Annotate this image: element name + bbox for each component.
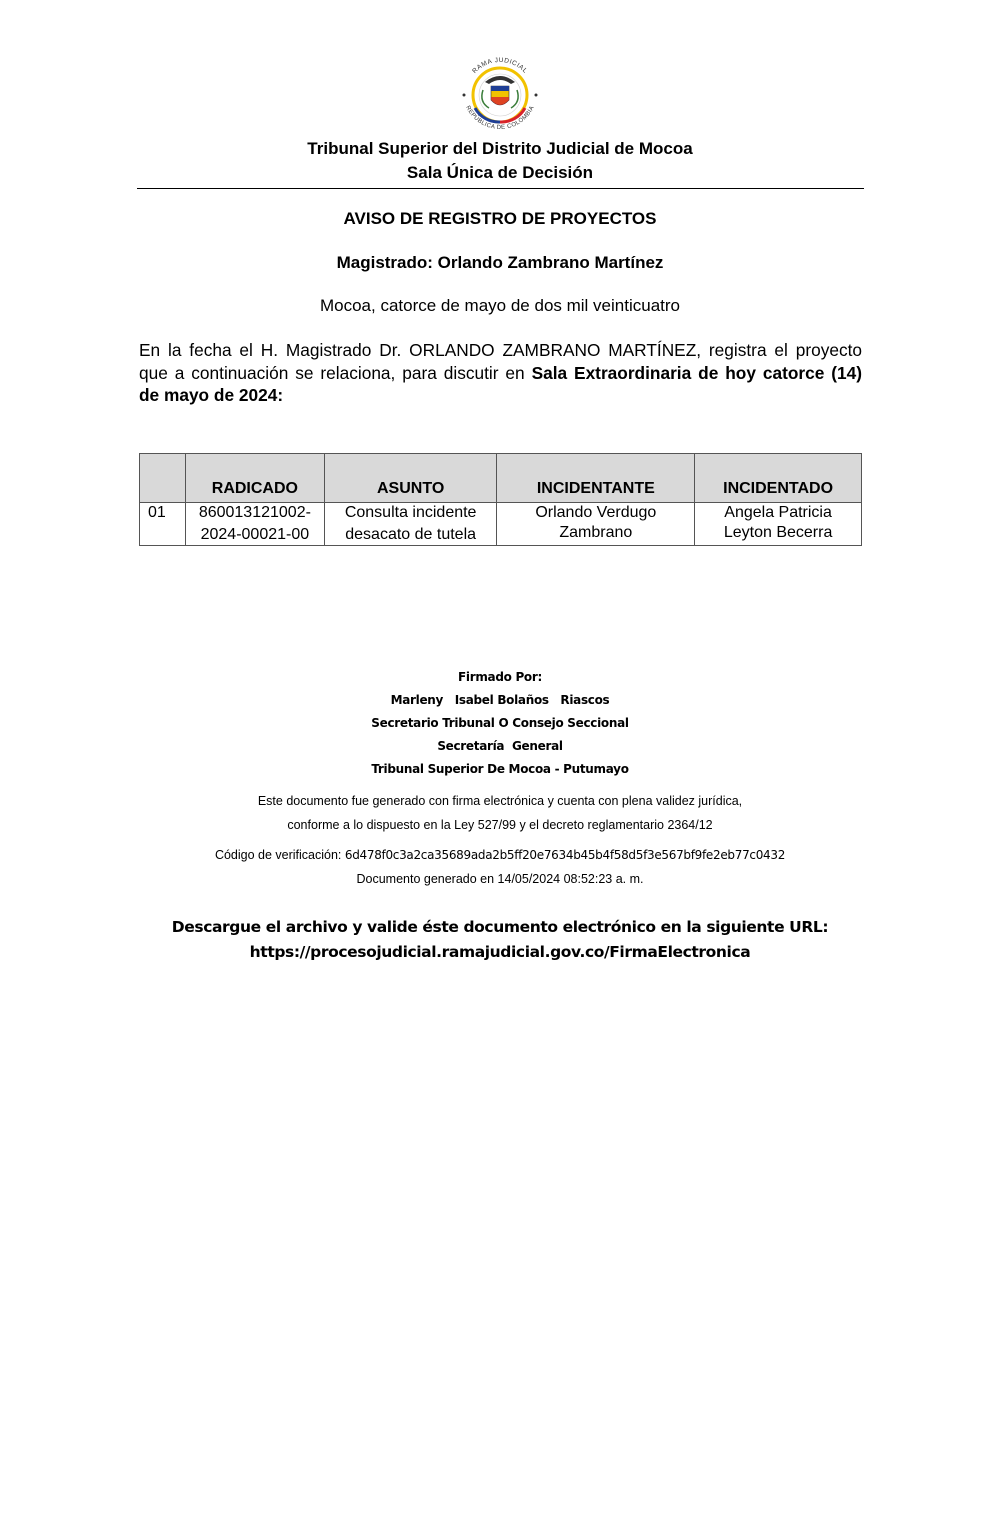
notice-line-3: de mayo de 2024:: [139, 385, 284, 405]
court-name: Tribunal Superior del Distrito Judicial de Mocoa: [307, 139, 693, 158]
signed-by-label: Firmado Por:: [458, 670, 542, 684]
header-radicado: RADICADO: [185, 454, 324, 503]
signer-role: Secretario Tribunal O Consejo Seccional: [371, 716, 629, 730]
table-row: [140, 503, 862, 546]
cell-incidentado-line-2: Leyton Becerra: [723, 524, 833, 541]
cell-radicado-line-2: 2024-00021-00: [200, 526, 310, 543]
notice-paragraph: [139, 339, 862, 407]
generated-timestamp: Documento generado en 14/05/2024 08:52:23 a. m.: [356, 872, 644, 886]
cell-incidentante-line-1: Orlando Verdugo: [535, 504, 657, 521]
projects-table: [139, 453, 862, 546]
cell-incidentado: [695, 503, 862, 546]
header-divider: [137, 188, 864, 189]
cell-incidentado-line-1: Angela Patricia: [724, 504, 832, 521]
svg-text:REPÚBLICA DE COLOMBIA: REPÚBLICA DE COLOMBIA: [464, 105, 536, 132]
verification-code: 6d478f0c3a2ca35689ada2b5ff20e7634b45b4f58d5f3e567bf9fe2eb77c0432: [344, 848, 786, 862]
header-asunto: ASUNTO: [324, 454, 497, 503]
download-instruction: Descargue el archivo y valide éste documento electrónico en la siguiente URL:: [171, 918, 829, 936]
validity-line-2: conforme a lo dispuesto en la Ley 527/99 y el decreto reglamentario 2364/12: [287, 818, 713, 832]
notice-line-2: [139, 362, 862, 385]
cell-incidentante-line-2: Zambrano: [559, 524, 633, 541]
notice-line-1: En la fecha el H. Magistrado Dr. ORLANDO ZAMBRANO MARTÍNEZ, registra el proyecto: [139, 340, 862, 360]
table-header-row: [140, 454, 862, 503]
cell-incidentante: [497, 503, 695, 546]
cell-asunto-line-2: desacato de tutela: [345, 526, 477, 543]
cell-asunto-line-1: Consulta incidente: [344, 504, 477, 521]
cell-radicado: [185, 503, 324, 546]
validity-line-1: Este documento fue generado con firma electrónica y cuenta con plena validez jurídica,: [257, 794, 743, 808]
cell-radicado-line-1: 860013121002-: [198, 504, 311, 521]
signer-office: Secretaría General: [437, 739, 563, 753]
validation-url-link[interactable]: https://procesojudicial.ramajudicial.gov.co/FirmaElectronica: [249, 943, 751, 961]
verification-code-line: [0, 848, 1000, 862]
notice-line-2-plain: que a continuación se relaciona, para discutir en: [139, 362, 532, 383]
magistrate-line: Magistrado: Orlando Zambrano Martínez: [336, 253, 664, 272]
svg-text:RAMA JUDICIAL: RAMA JUDICIAL: [471, 56, 529, 75]
notice-line-2-bold: Sala Extraordinaria de hoy catorce (14): [531, 362, 862, 383]
chamber-name: Sala Única de Decisión: [406, 163, 594, 182]
cell-asunto: [324, 503, 497, 546]
place-date-line: Mocoa, catorce de mayo de dos mil veinticuatro: [319, 296, 680, 315]
signer-court: Tribunal Superior De Mocoa - Putumayo: [371, 762, 629, 776]
header-incidentado: INCIDENTADO: [695, 454, 862, 503]
header-incidentante: INCIDENTANTE: [497, 454, 695, 503]
verification-code-label: Código de verificación:: [214, 848, 345, 862]
document-title: AVISO DE REGISTRO DE PROYECTOS: [343, 209, 657, 228]
header-number: [140, 454, 186, 503]
signer-name: Marleny Isabel Bolaños Riascos: [390, 693, 610, 707]
rama-judicial-seal-logo: [455, 50, 545, 140]
cell-number: 01: [140, 503, 186, 546]
